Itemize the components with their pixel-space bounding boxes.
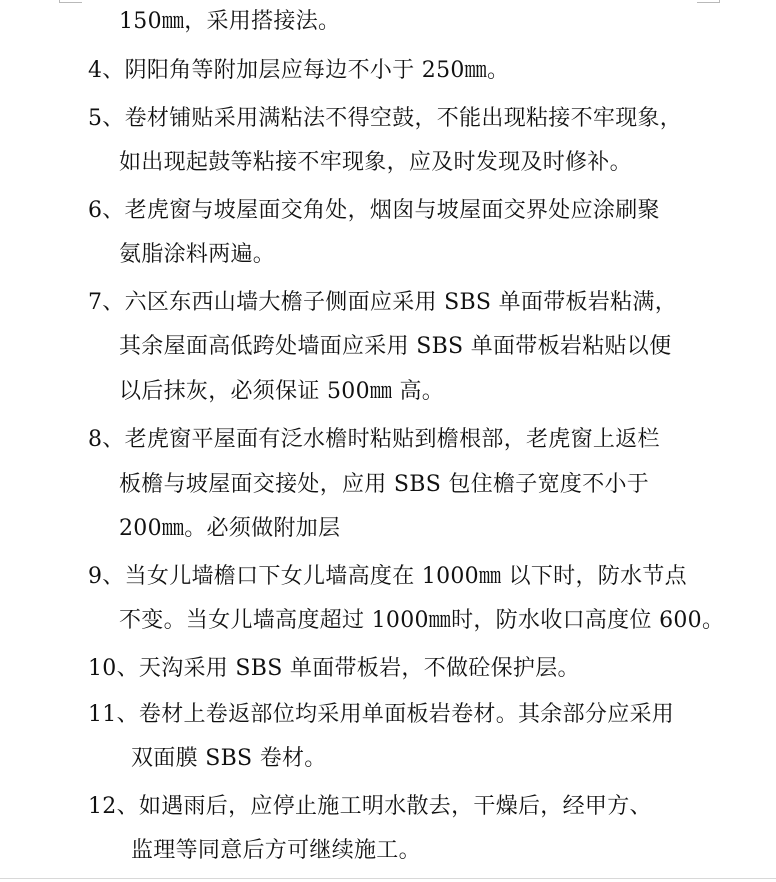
list-item-8-continuation: 200㎜。必须做附加层 — [119, 516, 341, 541]
text-line: 150㎜，采用搭接法。 — [119, 9, 341, 34]
list-item-6-continuation: 氨脂涂料两遍。 — [119, 242, 276, 267]
list-item-9: 9、当女儿墙檐口下女儿墙高度在 1000㎜ 以下时，防水节点 — [88, 564, 687, 589]
list-item-11: 11、卷材上卷返部位均采用单面板岩卷材。其余部分应采用 — [88, 702, 675, 727]
page-corner-mark-right — [697, 0, 720, 3]
list-item-12-continuation: 监理等同意后方可继续施工。 — [131, 838, 421, 863]
list-item-5: 5、卷材铺贴采用满粘法不得空鼓，不能出现粘接不牢现象， — [88, 106, 683, 131]
list-item-4: 4、阴阳角等附加层应每边不小于 250㎜。 — [88, 58, 510, 83]
list-item-7-continuation: 以后抹灰，必须保证 500㎜ 高。 — [119, 379, 445, 404]
list-item-6: 6、老虎窗与坡屋面交角处，烟囱与坡屋面交界处应涂刷聚 — [88, 198, 660, 223]
list-item-7-continuation: 其余屋面高低跨处墙面应采用 SBS 单面带板岩粘贴以便 — [119, 334, 672, 359]
page-corner-mark-left — [59, 0, 82, 3]
list-item-8-continuation: 板檐与坡屋面交接处，应用 SBS 包住檐子宽度不小于 — [119, 472, 650, 497]
list-item-8: 8、老虎窗平屋面有泛水檐时粘贴到檐根部，老虎窗上返栏 — [88, 427, 660, 452]
list-item-9-continuation: 不变。当女儿墙高度超过 1000㎜时，防水收口高度位 600。 — [119, 608, 725, 633]
list-item-11-continuation: 双面膜 SBS 卷材。 — [131, 746, 327, 771]
list-item-7: 7、六区东西山墙大檐子侧面应采用 SBS 单面带板岩粘满， — [88, 290, 677, 315]
list-item-12: 12、如遇雨后，应停止施工明水散去，干燥后，经甲方、 — [88, 794, 652, 819]
page-bottom-edge — [0, 878, 776, 879]
list-item-5-continuation: 如出现起鼓等粘接不牢现象，应及时发现及时修补。 — [119, 150, 632, 175]
list-item-10: 10、天沟采用 SBS 单面带板岩，不做砼保护层。 — [88, 656, 580, 681]
